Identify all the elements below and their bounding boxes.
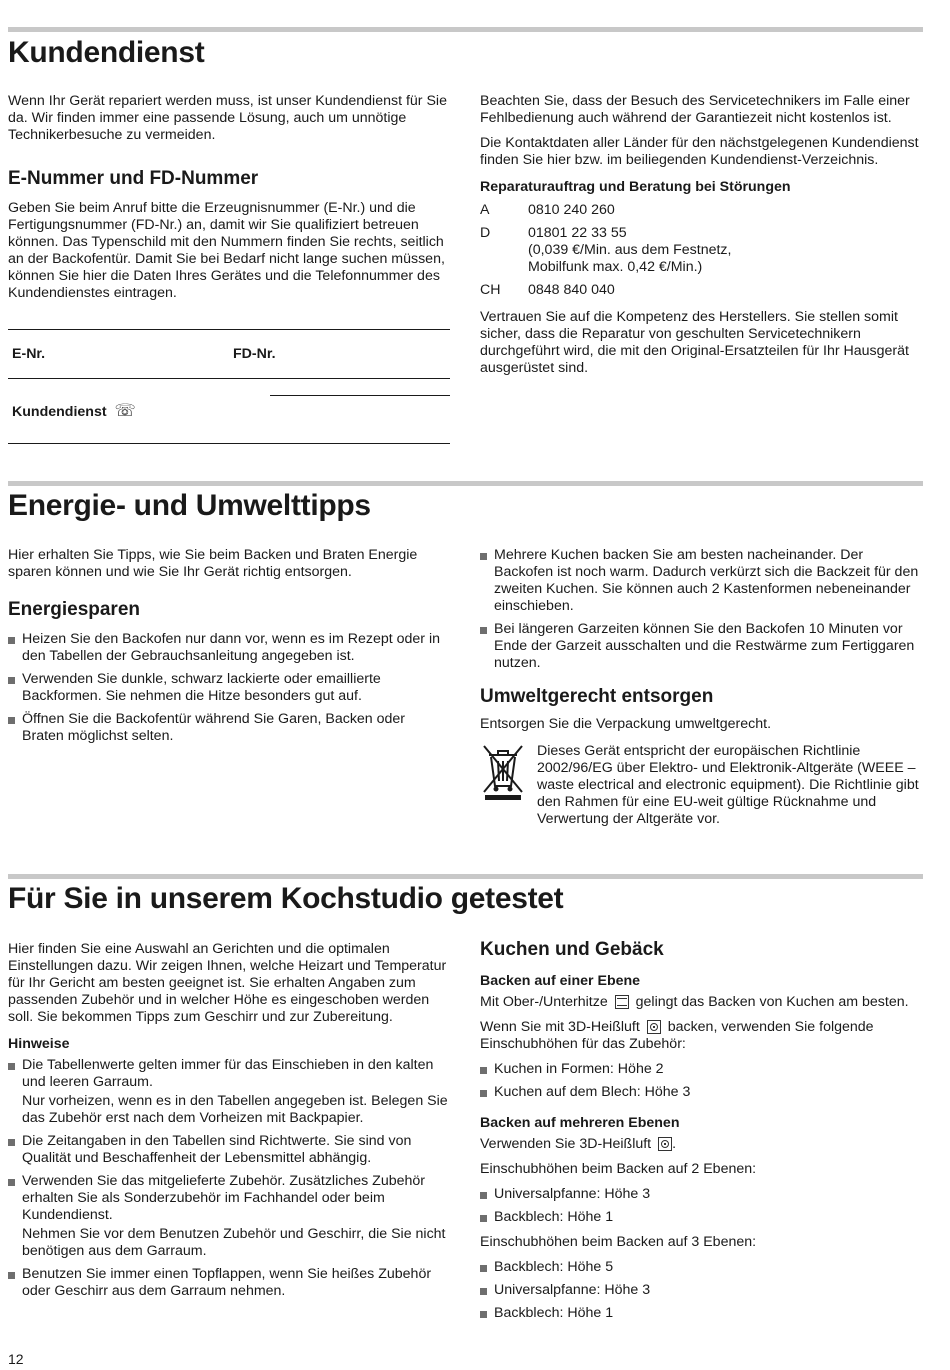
energie-intro: Hier erhalten Sie Tipps, wie Sie beim Backen und Braten Energie sparen können und wie Sie Ihr Gerät richtig entsorgen. [8, 547, 418, 580]
enr-text: Geben Sie beim Anruf bitte die Erzeugnisnummer (E-Nr.) und die Fertigungsnummer (FD-Nr.) an, damit wir Sie qualifiziert betreuen können. Das Typenschild mit den Nummern finden Sie rechts, seitlich an der Backofentür. Damit Sie bei Bedarf nicht lange suchen müssen, können Sie hier die Daten Ihres Gerätes und die Telefonnummer des Kundendienstes eintragen. [8, 200, 445, 301]
right-paragraph-1: Beachten Sie, dass der Besuch des Servicetechnikers im Falle einer Fehlbedienung auch während der Garantiezeit nicht kostenlos ist. [480, 93, 910, 126]
list-item-note: Nur vorheizen, wenn es in den Tabellen angegeben ist. Belegen Sie das Zubehör erst nach dem Vorheizen mit Backpapier. [22, 1093, 448, 1126]
phone-details [528, 225, 731, 276]
form-line [8, 443, 450, 444]
phone-rate: (0,039 €/Min. aus dem Festnetz, [528, 242, 732, 258]
list-item: Backblech: Höhe 5 [480, 1259, 920, 1276]
list-item: Backblech: Höhe 1 [480, 1209, 920, 1226]
section-rule [8, 481, 923, 486]
list-item: Heizen Sie den Backofen nur dann vor, wenn es im Rezept oder in den Tabellen der Gebrauchsanleitung angegeben ist. [8, 631, 448, 665]
mehrere-paragraph-1-end: . [672, 1136, 677, 1152]
ebene-paragraph-2-end: backen, verwenden Sie folgende Einschubhöhen für das Zubehör: [480, 1019, 874, 1052]
kochstudio-right-column [480, 939, 920, 1330]
list-item: Bei längeren Garzeiten können Sie den Backofen 10 Minuten vor Ende der Garzeit ausschalten und die Restwärme zum Fertiggaren nutzen. [480, 621, 920, 672]
ebene-list [480, 1061, 920, 1101]
section-title-kundendienst: Kundendienst [8, 36, 205, 69]
fdnr-label: FD-Nr. [233, 346, 276, 362]
phone-list [480, 202, 920, 299]
list-item [8, 1173, 448, 1260]
hot-air-3d-icon [658, 1137, 672, 1151]
phone-entry-d [480, 225, 920, 276]
enr-heading: E-Nummer und FD-Nummer [8, 168, 259, 189]
energiesparen-list [8, 631, 448, 745]
page-number: 12 [8, 1351, 24, 1367]
section-rule [8, 27, 923, 32]
country-code: A [480, 202, 490, 218]
kundendienst-intro: Wenn Ihr Gerät repariert werden muss, ist unser Kundendienst für Sie da. Wir finden immer eine passende Lösung, auch um unnötige Technikerbesuche zu vermeiden. [8, 93, 447, 143]
kuchen-heading: Kuchen und Gebäck [480, 939, 664, 960]
kundendienst-label [12, 401, 136, 421]
list-item: Öffnen Sie die Backofentür während Sie Garen, Backen oder Braten möglichst selten. [8, 711, 448, 745]
list-item-text: Die Tabellenwerte gelten immer für das Einschieben in den kalten und leeren Garraum. [22, 1057, 434, 1090]
kundendienst-label-text: Kundendienst [12, 404, 107, 420]
country-code: CH [480, 282, 501, 298]
energie-left-column [8, 547, 448, 753]
mehrere-paragraph-1-start: Verwenden Sie 3D-Heißluft [480, 1136, 652, 1152]
phone-rate: Mobilfunk max. 0,42 €/Min.) [528, 259, 703, 275]
two-levels-list [480, 1186, 920, 1226]
repair-heading: Reparaturauftrag und Beratung bei Störungen [480, 179, 791, 195]
list-item-note: Nehmen Sie vor dem Benutzen Zubehör und Geschirr, die Sie nicht benötigen aus dem Garraum. [22, 1226, 446, 1259]
energiesparen-list-continued [480, 547, 920, 672]
mehrere-heading: Backen auf mehreren Ebenen [480, 1115, 680, 1131]
three-levels-text: Einschubhöhen beim Backen auf 3 Ebenen: [480, 1234, 757, 1250]
list-item [8, 1133, 448, 1167]
section-rule [8, 874, 923, 879]
entsorgen-heading: Umweltgerecht entsorgen [480, 686, 714, 707]
phone-number: 01801 22 33 55 [528, 225, 627, 241]
two-levels-text: Einschubhöhen beim Backen auf 2 Ebenen: [480, 1161, 757, 1177]
list-item: Backblech: Höhe 1 [480, 1305, 920, 1322]
hot-air-3d-icon [647, 1020, 661, 1034]
right-paragraph-2: Die Kontaktdaten aller Länder für den nächstgelegenen Kundendienst finden Sie hier bzw. im beiliegenden Kundendienst-Verzeichnis. [480, 135, 919, 168]
list-item-text: Die Zeitangaben in den Tabellen sind Richtwerte. Sie sind von Qualität und Beschaffenheit der Lebensmittel abhängig. [22, 1133, 412, 1166]
list-item: Mehrere Kuchen backen Sie am besten nacheinander. Der Backofen ist noch warm. Dadurch verkürzt sich die Backzeit für den zweiten Kuchen. Sie können auch 2 Kastenformen nebeneinander einschieben. [480, 547, 920, 615]
ebene-paragraph-1 [480, 994, 920, 1011]
energiesparen-heading: Energiesparen [8, 599, 140, 620]
form-line [8, 378, 450, 379]
phone-entry-ch [480, 282, 920, 299]
form-line [270, 395, 450, 396]
phone-entry-a [480, 202, 920, 219]
ebene-paragraph-2-start: Wenn Sie mit 3D-Heißluft [480, 1019, 640, 1035]
right-paragraph-3: Vertrauen Sie auf die Kompetenz des Herstellers. Sie stellen somit sicher, dass die Reparatur von geschulten Servicetechnikern durchgeführt wird, die mit den Original-Ersatzteilen für Ihr Hausgerät ausgerüstet sind. [480, 309, 909, 376]
weee-block [480, 743, 920, 828]
section-title-energie: Energie- und Umwelttipps [8, 489, 371, 522]
weee-text: Dieses Gerät entspricht der europäischen Richtlinie 2002/96/EG über Elektro- und Elektronik-Altgeräte (WEEE – waste electrical and electronic equipment). Die Richtlinie gibt den Rahmen für eine EU-weit gültige Rücknahme und Verwertung der Altgeräte vor. [537, 743, 919, 827]
kundendienst-right-column [480, 93, 920, 385]
mehrere-paragraph-1 [480, 1136, 920, 1153]
list-item: Kuchen auf dem Blech: Höhe 3 [480, 1084, 920, 1101]
hinweise-heading: Hinweise [8, 1036, 70, 1052]
list-item: Verwenden Sie dunkle, schwarz lackierte oder emaillierte Backformen. Sie nehmen die Hitze besonders gut auf. [8, 671, 448, 705]
list-item-text: Verwenden Sie das mitgelieferte Zubehör. Zusätzliches Zubehör erhalten Sie als Sonderzubehör im Fachhandel oder beim Kundendienst. [22, 1173, 425, 1223]
top-bottom-heat-icon [615, 995, 629, 1009]
phone-icon: ☏ [114, 401, 136, 420]
section-title-kochstudio: Für Sie in unserem Kochstudio getestet [8, 882, 564, 915]
ebene-paragraph-1-end: gelingt das Backen von Kuchen am besten. [635, 994, 909, 1010]
list-item [8, 1057, 448, 1127]
list-item [8, 1266, 448, 1300]
crossed-bin-icon [480, 743, 526, 801]
list-item: Kuchen in Formen: Höhe 2 [480, 1061, 920, 1078]
energie-right-column [480, 547, 920, 828]
form-line [8, 329, 450, 330]
list-item: Universalpfanne: Höhe 3 [480, 1186, 920, 1203]
ebene-paragraph-1-start: Mit Ober-/Unterhitze [480, 994, 608, 1010]
ebene-heading: Backen auf einer Ebene [480, 973, 641, 989]
list-item-text: Benutzen Sie immer einen Topflappen, wenn Sie heißes Zubehör oder Geschirr aus dem Garraum nehmen. [22, 1266, 432, 1299]
enr-label: E-Nr. [12, 346, 46, 362]
ebene-paragraph-2 [480, 1019, 920, 1053]
entsorgen-text: Entsorgen Sie die Verpackung umweltgerecht. [480, 716, 772, 732]
kochstudio-intro: Hier finden Sie eine Auswahl an Gerichten und die optimalen Einstellungen dazu. Wir zeigen Ihnen, welche Heizart und Temperatur für Ihr Gericht am besten geeignet ist. Sie erhalten Angaben zum passenden Zubehör und in welcher Höhe es eingeschoben werden soll. Sie bekommen Tipps zum Geschirr und zur Zubereitung. [8, 941, 447, 1025]
country-code: D [480, 225, 491, 241]
kundendienst-left-column [8, 93, 448, 310]
list-item: Universalpfanne: Höhe 3 [480, 1282, 920, 1299]
phone-number: 0810 240 260 [528, 202, 615, 218]
kochstudio-left-column [8, 941, 448, 1308]
three-levels-list [480, 1259, 920, 1322]
phone-number: 0848 840 040 [528, 282, 615, 298]
hinweise-list [8, 1057, 448, 1300]
